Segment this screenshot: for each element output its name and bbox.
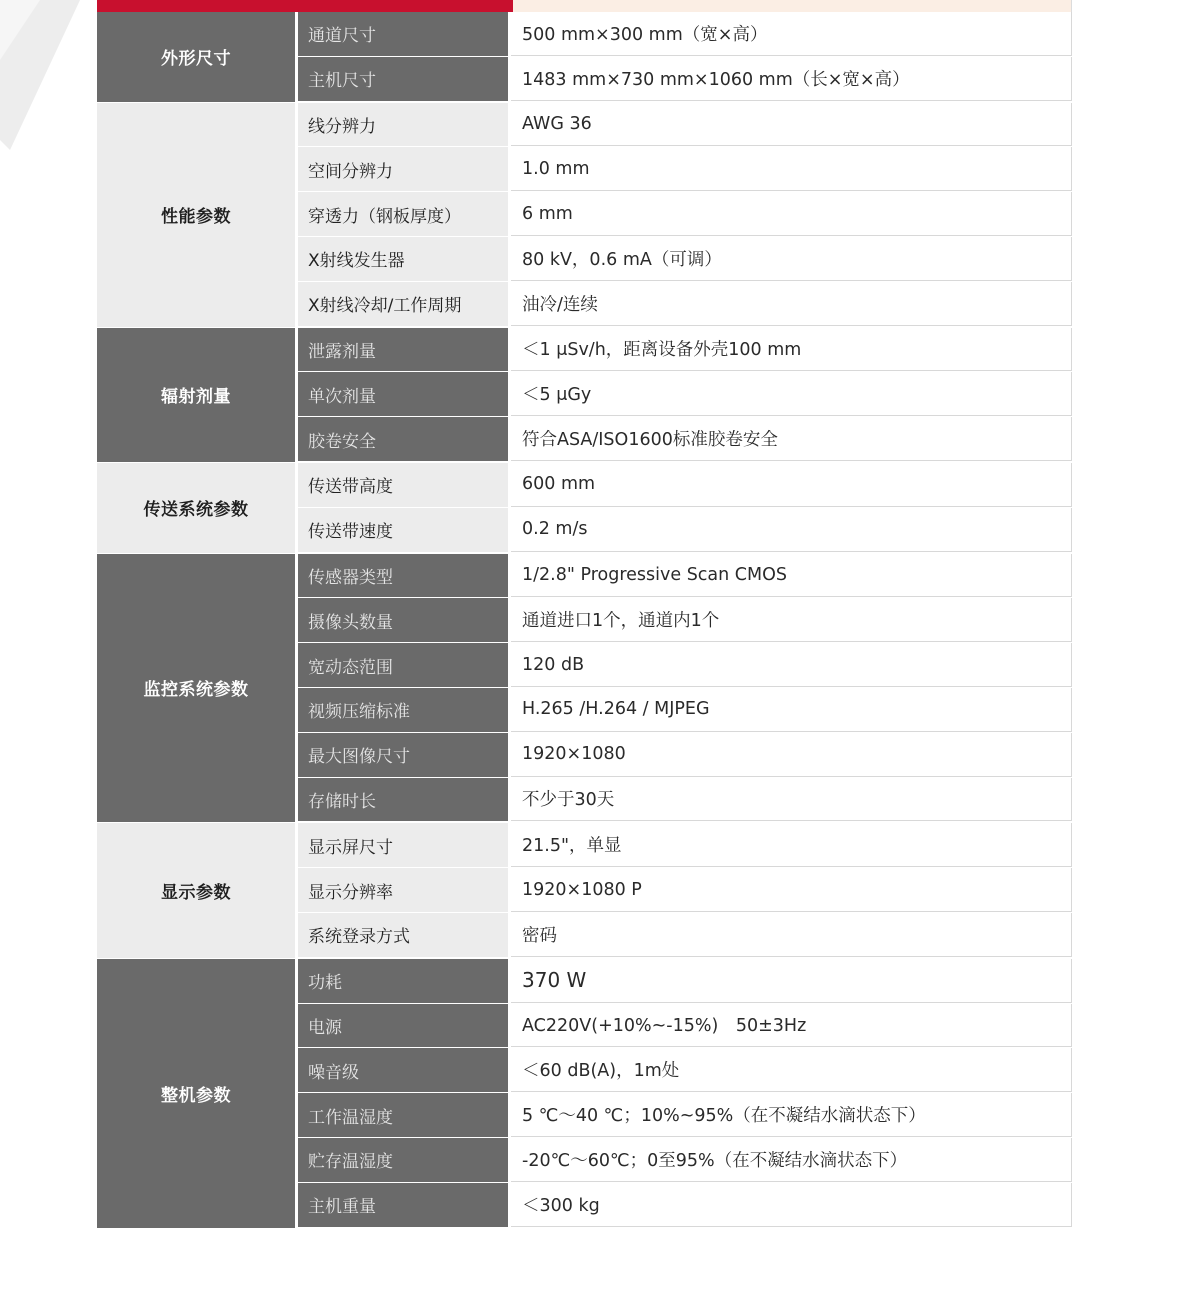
table-row bbox=[298, 1004, 1072, 1049]
table-row bbox=[298, 1138, 1072, 1183]
spec-value: 1483 mm×730 mm×1060 mm（长×宽×高） bbox=[511, 57, 1072, 101]
spec-label: 系统登录方式 bbox=[298, 913, 511, 957]
spec-label: 穿透力（钢板厚度） bbox=[298, 192, 511, 236]
spec-value: 不少于30天 bbox=[511, 778, 1072, 822]
spec-label: 电源 bbox=[298, 1004, 511, 1048]
spec-value: 80 kV，0.6 mA（可调） bbox=[511, 237, 1072, 281]
spec-label: 空间分辨力 bbox=[298, 147, 511, 191]
spec-group bbox=[97, 554, 1072, 824]
table-row bbox=[298, 57, 1072, 102]
spec-rows bbox=[298, 463, 1072, 553]
spec-value: 通道进口1个，通道内1个 bbox=[511, 598, 1072, 642]
category-label: 监控系统参数 bbox=[97, 554, 298, 823]
spec-value: ＜5 μGy bbox=[511, 372, 1072, 416]
spec-value: 5 ℃～40 ℃；10%~95%（在不凝结水滴状态下） bbox=[511, 1093, 1072, 1137]
table-row bbox=[298, 688, 1072, 733]
spec-value: 密码 bbox=[511, 913, 1072, 957]
spec-label: X射线发生器 bbox=[298, 237, 511, 281]
spec-label: 传感器类型 bbox=[298, 554, 511, 598]
table-row bbox=[298, 417, 1072, 462]
header-cream-bar bbox=[513, 0, 1072, 12]
spec-value: 符合ASA/ISO1600标准胶卷安全 bbox=[511, 417, 1072, 461]
table-header-strip bbox=[97, 0, 1072, 12]
category-label: 辐射剂量 bbox=[97, 328, 298, 462]
spec-value: AC220V(+10%~-15%) 50±3Hz bbox=[511, 1004, 1072, 1048]
table-row bbox=[298, 103, 1072, 148]
spec-label: 线分辨力 bbox=[298, 103, 511, 147]
spec-rows bbox=[298, 12, 1072, 102]
spec-value: ＜1 μSv/h，距离设备外壳100 mm bbox=[511, 328, 1072, 372]
spec-value: 600 mm bbox=[511, 463, 1072, 507]
spec-label: 显示屏尺寸 bbox=[298, 823, 511, 867]
spec-group bbox=[97, 328, 1072, 463]
spec-value: H.265 /H.264 / MJPEG bbox=[511, 688, 1072, 732]
spec-value: 6 mm bbox=[511, 192, 1072, 236]
spec-label: 主机尺寸 bbox=[298, 57, 511, 101]
table-row bbox=[298, 823, 1072, 868]
spec-table bbox=[97, 0, 1072, 1229]
table-row bbox=[298, 1093, 1072, 1138]
header-red-bar bbox=[97, 0, 513, 12]
spec-group bbox=[97, 12, 1072, 103]
spec-value: ＜60 dB(A)，1m处 bbox=[511, 1048, 1072, 1092]
category-label: 外形尺寸 bbox=[97, 12, 298, 102]
spec-label: 传送带速度 bbox=[298, 508, 511, 552]
spec-value: AWG 36 bbox=[511, 103, 1072, 147]
spec-group bbox=[97, 959, 1072, 1229]
spec-group bbox=[97, 103, 1072, 328]
table-row bbox=[298, 372, 1072, 417]
table-row bbox=[298, 643, 1072, 688]
table-row bbox=[298, 147, 1072, 192]
table-row bbox=[298, 463, 1072, 508]
table-row bbox=[298, 1048, 1072, 1093]
spec-rows bbox=[298, 823, 1072, 957]
table-row bbox=[298, 598, 1072, 643]
spec-label: 宽动态范围 bbox=[298, 643, 511, 687]
spec-label: X射线冷却/工作周期 bbox=[298, 282, 511, 326]
spec-label: 单次剂量 bbox=[298, 372, 511, 416]
spec-value: 1920×1080 P bbox=[511, 868, 1072, 912]
spec-value: 0.2 m/s bbox=[511, 508, 1072, 552]
spec-label: 贮存温湿度 bbox=[298, 1138, 511, 1182]
spec-rows bbox=[298, 328, 1072, 462]
table-row bbox=[298, 1183, 1072, 1228]
spec-value: 1920×1080 bbox=[511, 733, 1072, 777]
spec-value: -20℃～60℃；0至95%（在不凝结水滴状态下） bbox=[511, 1138, 1072, 1182]
category-label: 显示参数 bbox=[97, 823, 298, 957]
spec-rows bbox=[298, 959, 1072, 1228]
spec-value: 油冷/连续 bbox=[511, 282, 1072, 326]
spec-label: 最大图像尺寸 bbox=[298, 733, 511, 777]
spec-label: 工作温湿度 bbox=[298, 1093, 511, 1137]
spec-value: 500 mm×300 mm（宽×高） bbox=[511, 12, 1072, 56]
spec-value: 1/2.8" Progressive Scan CMOS bbox=[511, 554, 1072, 598]
spec-label: 传送带高度 bbox=[298, 463, 511, 507]
table-row bbox=[298, 913, 1072, 958]
spec-value: 21.5"，单显 bbox=[511, 823, 1072, 867]
spec-label: 功耗 bbox=[298, 959, 511, 1003]
spec-label: 摄像头数量 bbox=[298, 598, 511, 642]
spec-label: 泄露剂量 bbox=[298, 328, 511, 372]
category-label: 性能参数 bbox=[97, 103, 298, 327]
spec-value: 370 W bbox=[511, 959, 1072, 1003]
spec-label: 胶卷安全 bbox=[298, 417, 511, 461]
spec-label: 噪音级 bbox=[298, 1048, 511, 1092]
spec-group bbox=[97, 463, 1072, 554]
spec-rows bbox=[298, 103, 1072, 327]
spec-group bbox=[97, 823, 1072, 958]
table-row bbox=[298, 554, 1072, 599]
spec-label: 存储时长 bbox=[298, 778, 511, 822]
table-row bbox=[298, 733, 1072, 778]
spec-label: 通道尺寸 bbox=[298, 12, 511, 56]
spec-label: 主机重量 bbox=[298, 1183, 511, 1227]
table-row bbox=[298, 508, 1072, 553]
table-row bbox=[298, 959, 1072, 1004]
table-row bbox=[298, 868, 1072, 913]
table-row bbox=[298, 778, 1072, 823]
spec-label: 视频压缩标准 bbox=[298, 688, 511, 732]
table-row bbox=[298, 192, 1072, 237]
category-label: 整机参数 bbox=[97, 959, 298, 1228]
spec-groups bbox=[97, 12, 1072, 1229]
spec-value: 120 dB bbox=[511, 643, 1072, 687]
table-row bbox=[298, 328, 1072, 373]
table-row bbox=[298, 237, 1072, 282]
spec-value: 1.0 mm bbox=[511, 147, 1072, 191]
category-label: 传送系统参数 bbox=[97, 463, 298, 553]
spec-label: 显示分辨率 bbox=[298, 868, 511, 912]
spec-rows bbox=[298, 554, 1072, 823]
decorative-corner-graphic bbox=[0, 0, 110, 160]
table-row bbox=[298, 282, 1072, 327]
table-row bbox=[298, 12, 1072, 57]
spec-value: ＜300 kg bbox=[511, 1183, 1072, 1227]
